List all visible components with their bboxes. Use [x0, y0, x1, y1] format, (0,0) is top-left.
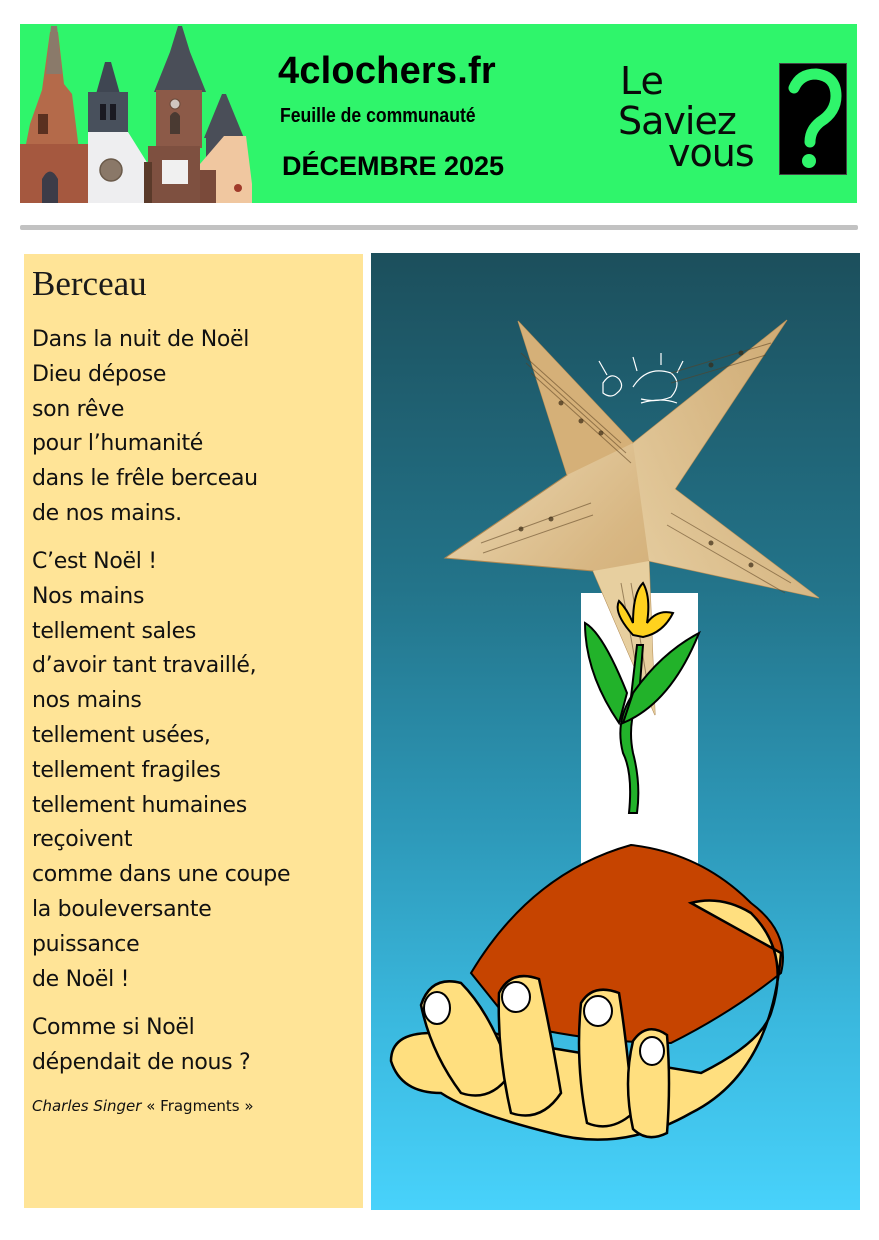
poem-line: tellement humaines [32, 792, 247, 818]
poem-panel [24, 254, 363, 1208]
site-title: 4clochers.fr [278, 50, 496, 92]
poem-stanza-3 [32, 1011, 250, 1081]
credit-author: Charles Singer [32, 1097, 142, 1115]
poem-line: puissance [32, 931, 140, 957]
poem-line: de Noël ! [32, 966, 130, 992]
logo-line-saviez: Saviez [618, 99, 736, 143]
sleeping-child-sketch-icon [599, 353, 683, 403]
churches-image [20, 24, 256, 203]
music-sheet-star-icon [445, 320, 819, 715]
header-banner [20, 24, 857, 203]
poem-line: la bouleversante [32, 896, 212, 922]
issue-date: DÉCEMBRE 2025 [282, 151, 505, 181]
credit-work: « Fragments » [146, 1097, 254, 1115]
poem-line: Dans la nuit de Noël [32, 327, 250, 352]
site-subtitle: Feuille de communauté [280, 105, 476, 127]
header-divider [20, 225, 858, 230]
le-saviez-vous-logo [618, 59, 778, 177]
poem-line: pour l’humanité [32, 431, 204, 457]
poem-line: Nos mains [32, 583, 145, 609]
poem-line: comme dans une coupe [32, 862, 291, 888]
poem-stanza-2 [32, 545, 290, 997]
poem-line: C’est Noël ! [32, 549, 157, 574]
poem-line: Comme si Noël [32, 1015, 195, 1040]
poem-stanza-1 [32, 323, 258, 532]
question-mark-icon [780, 64, 846, 174]
poem-line: dépendait de nous ? [32, 1049, 251, 1075]
poem-line: reçoivent [32, 827, 133, 853]
poem-line: dans le frêle berceau [32, 466, 258, 492]
poem-title: Berceau [32, 264, 147, 303]
poem-line: nos mains [32, 688, 142, 714]
poem-line: Dieu dépose [32, 361, 167, 387]
poem-line: de nos mains. [32, 500, 182, 526]
illustration [371, 253, 860, 1210]
poem-line: tellement usées, [32, 722, 211, 748]
poem-line: d’avoir tant travaillé, [32, 653, 257, 679]
poem-line: tellement fragiles [32, 757, 221, 783]
poem-line: tellement sales [32, 618, 197, 644]
logo-line-vous: vous [668, 131, 754, 175]
illustration-panel [371, 253, 860, 1210]
poem-line: son rêve [32, 396, 125, 422]
poem-credit [32, 1097, 254, 1115]
logo-line-le: Le [620, 59, 664, 103]
question-mark-box [779, 63, 847, 175]
